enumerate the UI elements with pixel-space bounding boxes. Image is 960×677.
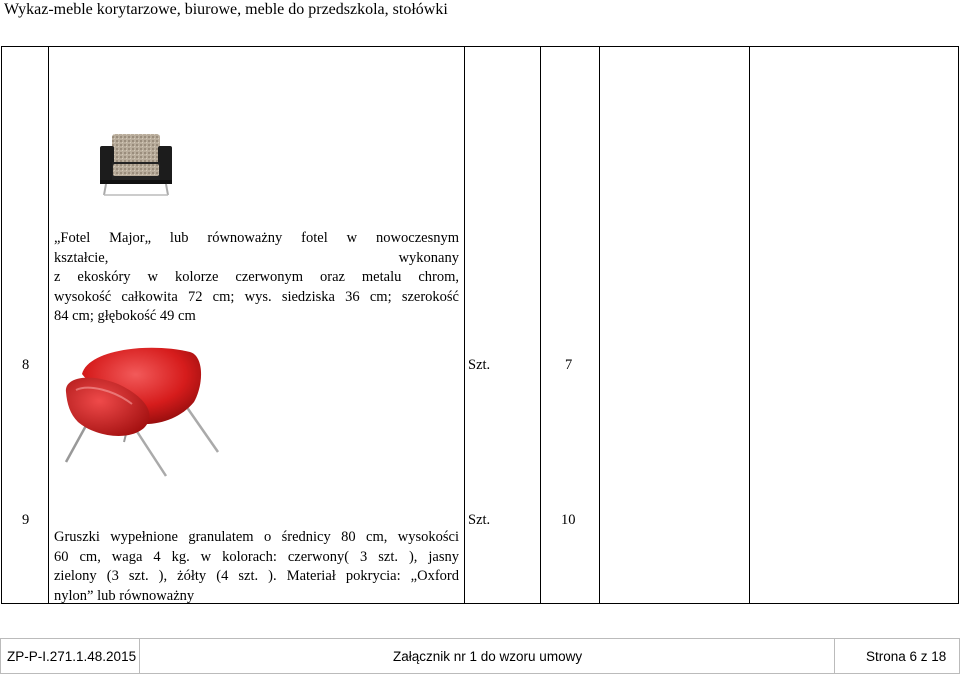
description-line: kształcie, wykonany — [54, 249, 459, 266]
table-top-border — [1, 46, 959, 47]
description-line: Gruszki wypełnione granulatem o średnicy 80 cm, wysokości — [54, 529, 459, 545]
item-description — [54, 229, 459, 327]
column-divider — [540, 46, 541, 604]
description-line: z ekoskóry w kolorze czerwonym oraz metalu chrom, — [54, 269, 459, 285]
footer-right-cell — [834, 638, 960, 674]
footer-annex-label: Załącznik nr 1 do wzoru umowy — [393, 649, 583, 664]
column-divider — [1, 46, 2, 604]
description-line: nylon” lub równoważny — [54, 587, 195, 604]
footer-center-cell — [139, 638, 835, 674]
description-line: 60 cm, waga 4 kg. w kolorach: czerwony( 3 szt. ), jasny — [54, 548, 459, 565]
column-divider — [749, 46, 750, 604]
footer-left-cell — [0, 638, 140, 674]
description-line: zielony (3 szt. ), żółty (4 szt. ). Materiał pokrycia: „Oxford — [54, 568, 459, 584]
armchair-image — [96, 128, 178, 200]
page-footer — [0, 638, 960, 675]
item-quantity: 7 — [565, 357, 573, 373]
column-divider — [464, 46, 465, 604]
column-divider — [958, 46, 959, 604]
footer-page-number: Strona 6 z 18 — [866, 649, 947, 664]
red-chair-image — [58, 344, 228, 480]
footer-doc-number: ZP-P-I.271.1.48.2015 — [7, 649, 137, 664]
item-number: 8 — [22, 357, 30, 373]
item-number: 9 — [22, 512, 30, 528]
column-divider — [48, 46, 49, 604]
page-title: Wykaz-meble korytarzowe, biurowe, meble do przedszkola, stołówki — [4, 1, 448, 18]
item-quantity: 10 — [561, 512, 576, 528]
item-unit: Szt. — [468, 357, 491, 373]
description-line: „Fotel Major„ lub równoważny fotel w nowoczesnym — [54, 230, 459, 246]
column-divider — [599, 46, 600, 604]
description-line: wysokość całkowita 72 cm; wys. siedziska 36 cm; szerokość — [54, 288, 459, 305]
item-unit: Szt. — [468, 512, 491, 528]
item-description — [54, 528, 459, 606]
description-line: 84 cm; głębokość 49 cm — [54, 308, 196, 324]
